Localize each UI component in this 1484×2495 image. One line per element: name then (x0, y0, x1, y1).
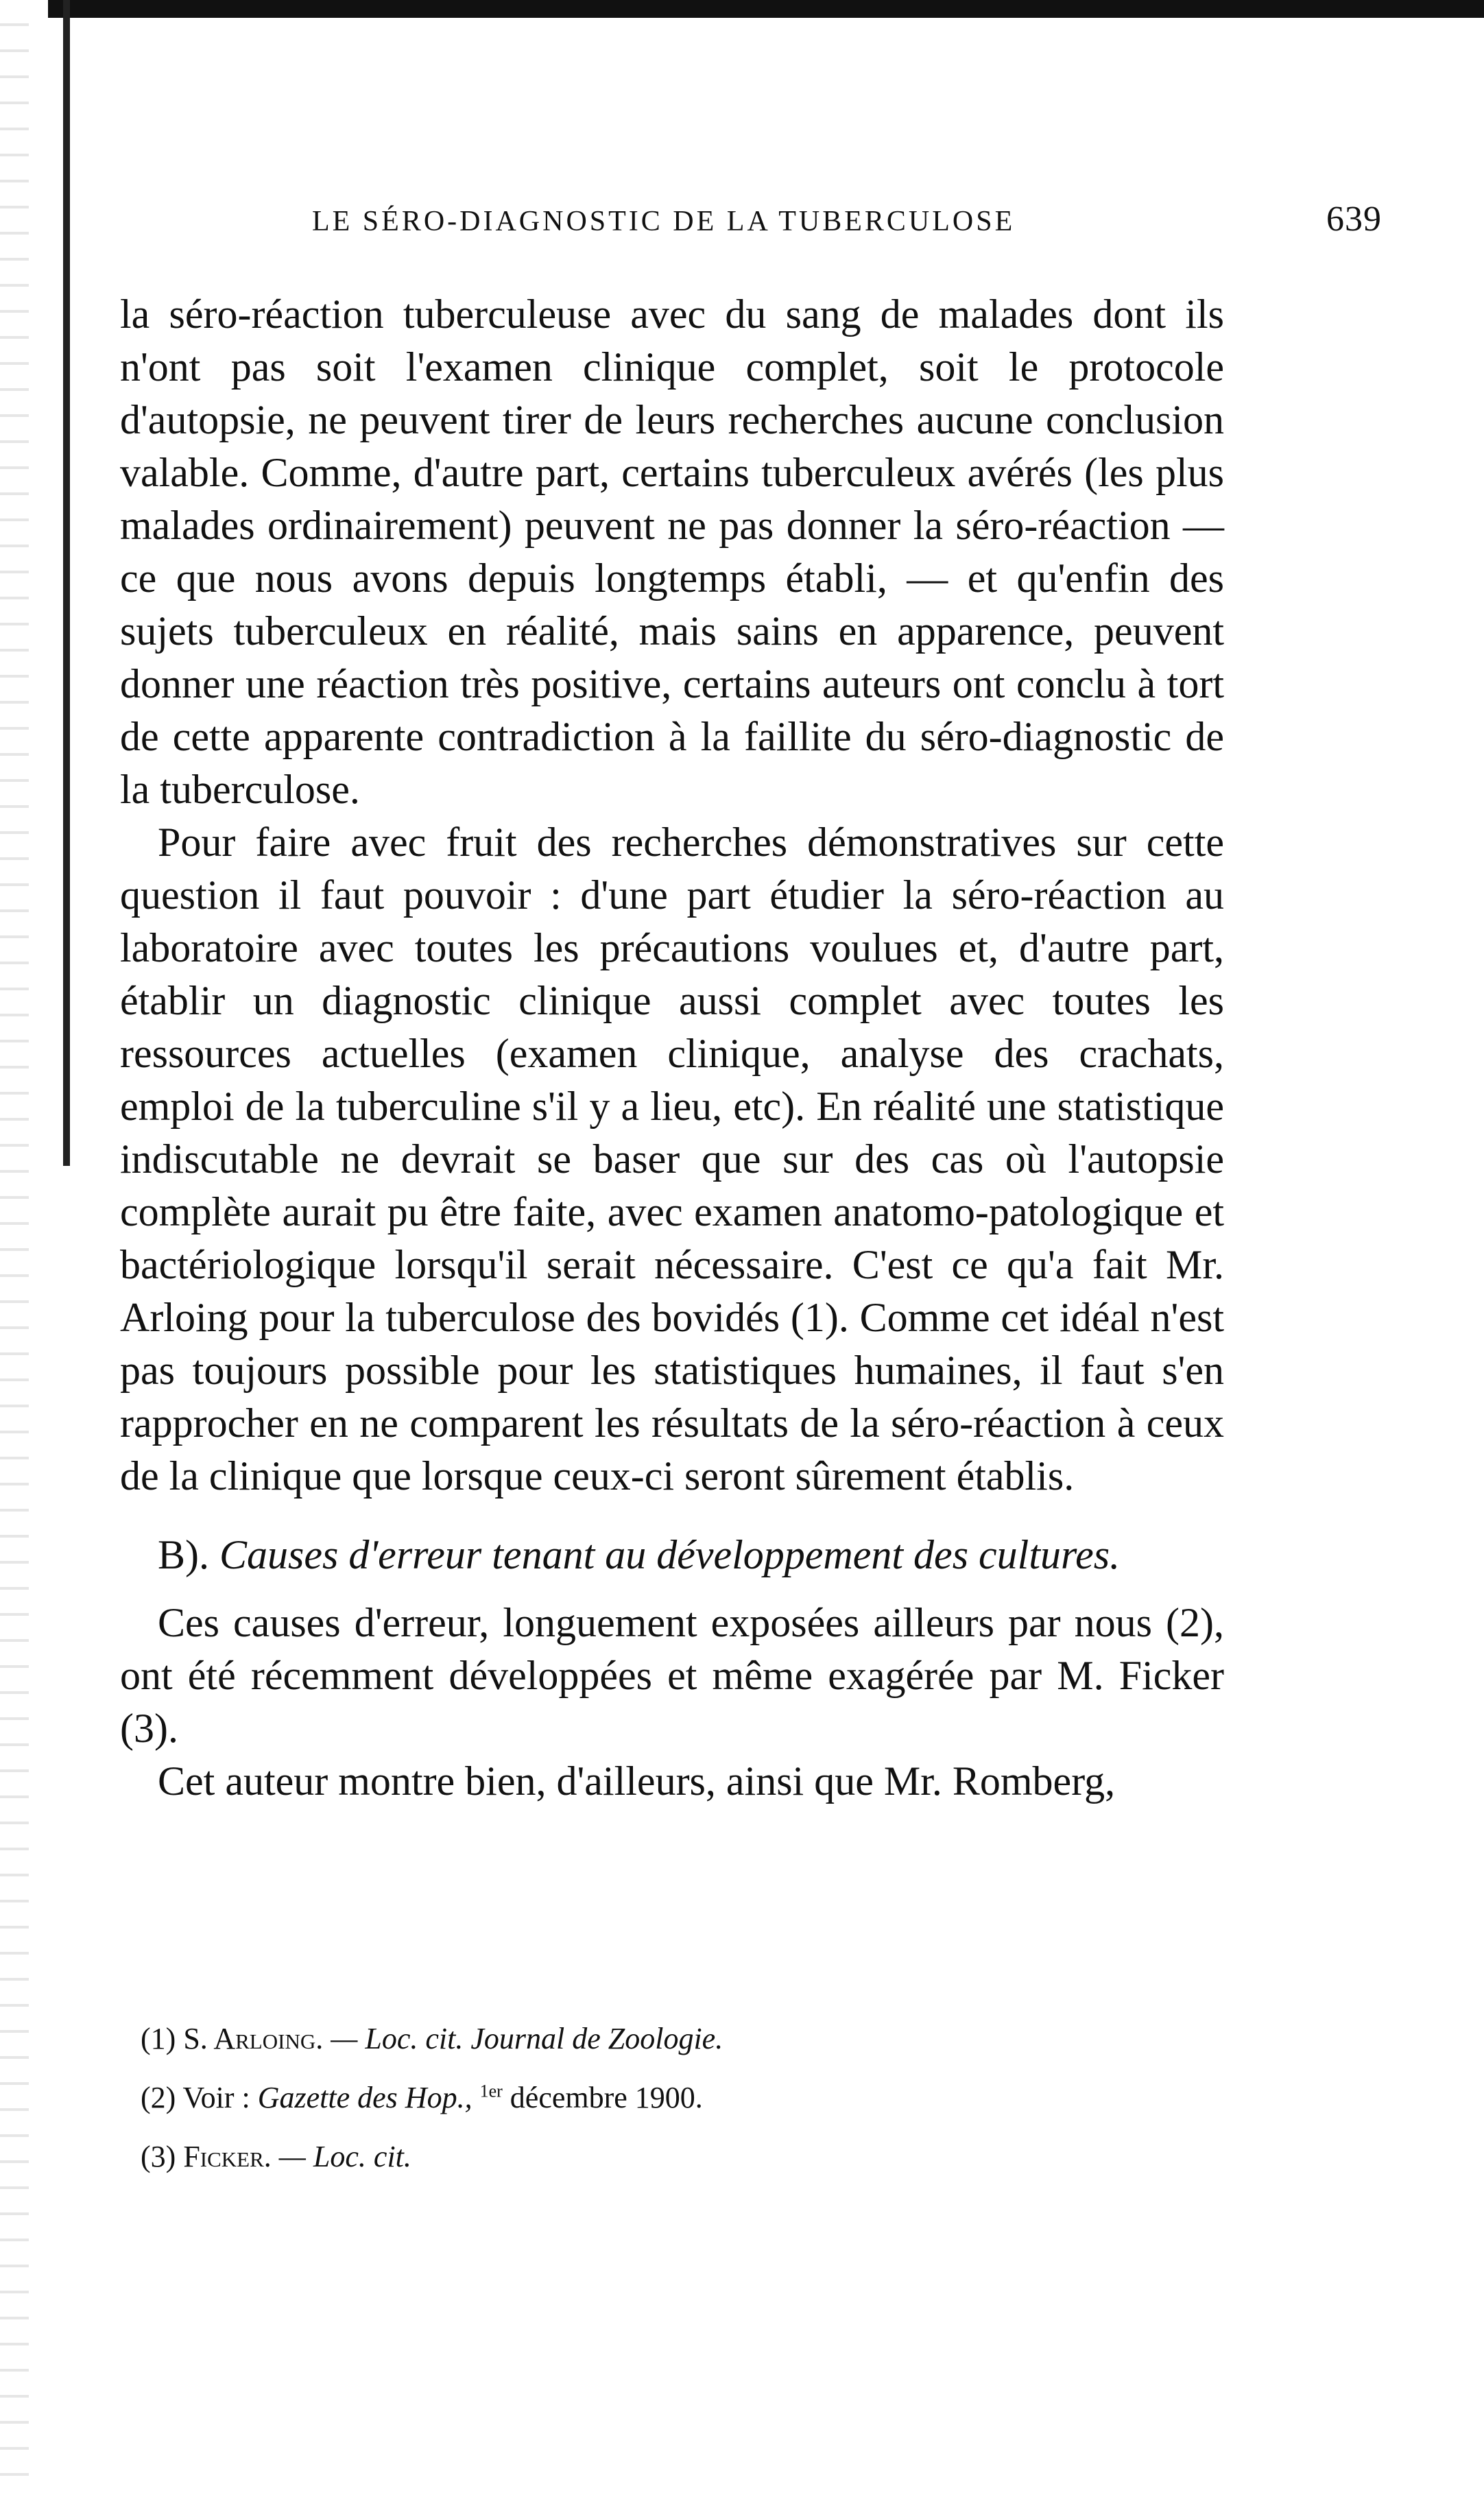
left-binding-shadow (63, 0, 70, 1166)
paragraph-4: Cet auteur montre bien, d'ailleurs, ainsi que Mr. Romberg, (158, 1758, 1116, 1804)
footnote-number: (2) (141, 2081, 176, 2114)
paragraph-2: Pour faire avec fruit des recherches démonstratives sur cette question il faut pouvoir : d'une part étudier la séro-réaction au laboratoire avec toutes les précautions voulues et, d'autre part, établir un diagnostic clinique aussi complet avec toutes les ressources actuelles (examen clinique, analyse des crachats, emploi de la tuberculine s'il y a lieu, etc). En réalité une statistique indiscutable ne devrait se baser que sur des cas où l'autopsie complète aurait pu être faite, avec examen anatomo-patologique et bactériologique lorsqu'il serait nécessaire. C'est ce qu'a fait Mr. Arloing pour la tuberculose des bovidés (1). Comme cet idéal n'est pas toujours possible pour les statistiques humaines, il faut s'en rapprocher en ne comparent les résultats de la séro-réaction à ceux de la clinique que lorsque ceux-ci seront sûrement établis. (120, 820, 1224, 1499)
body-text (120, 288, 1224, 1808)
section-heading (120, 1529, 1224, 1581)
footnote-source: Gazette des Hop., (257, 2081, 472, 2114)
section-marker: B). (158, 1532, 209, 1577)
running-title: LE SÉRO-DIAGNOSTIC DE LA TUBERCULOSE (312, 206, 1016, 237)
footnote-author: Ficker. (183, 2140, 272, 2173)
footnote-2 (141, 2068, 1101, 2127)
section-title: Causes d'erreur tenant au développement des cultures. (219, 1532, 1121, 1577)
footnote-date-prefix (480, 2081, 503, 2114)
footnote-text: Voir : (182, 2081, 250, 2114)
footnote-superscript: 1er (479, 2081, 503, 2101)
footnote-number: (1) (141, 2022, 176, 2055)
paragraph-3: Ces causes d'erreur, longuement exposées ailleurs par nous (2), ont été récemment développées et même exagérée par M. Ficker (3). (120, 1600, 1224, 1751)
footnote-1 (141, 2009, 1101, 2068)
top-scan-rule (48, 0, 1484, 18)
footnote-date: décembre 1900. (510, 2081, 703, 2114)
footnote-author: S. Arloing. (183, 2022, 324, 2055)
page-number: 639 (1326, 200, 1382, 239)
footnote-3 (141, 2127, 1101, 2186)
footnote-text: — Loc. cit. (278, 2140, 411, 2173)
footnotes (141, 2009, 1101, 2186)
left-scan-edge (0, 0, 29, 2495)
paragraph-1: la séro-réaction tuberculeuse avec du sang de malades dont ils n'ont pas soit l'examen clinique complet, soit le protocole d'autopsie, ne peuvent tirer de leurs recherches aucune conclusion valable. Comme, d'autre part, certains tuberculeux avérés (les plus malades ordinairement) peuvent ne pas donner la séro-réaction — ce que nous avons depuis longtemps établi, — et qu'enfin des sujets tuberculeux en réalité, mais sains en apparence, peuvent donner une réaction très positive, certains auteurs ont conclu à tort de cette apparente contradiction à la faillite du séro-diagnostic de la tuberculose. (120, 291, 1224, 812)
page-header (312, 199, 1382, 239)
footnote-text: — Loc. cit. Journal de Zoologie. (331, 2022, 723, 2055)
footnote-number: (3) (141, 2140, 176, 2173)
